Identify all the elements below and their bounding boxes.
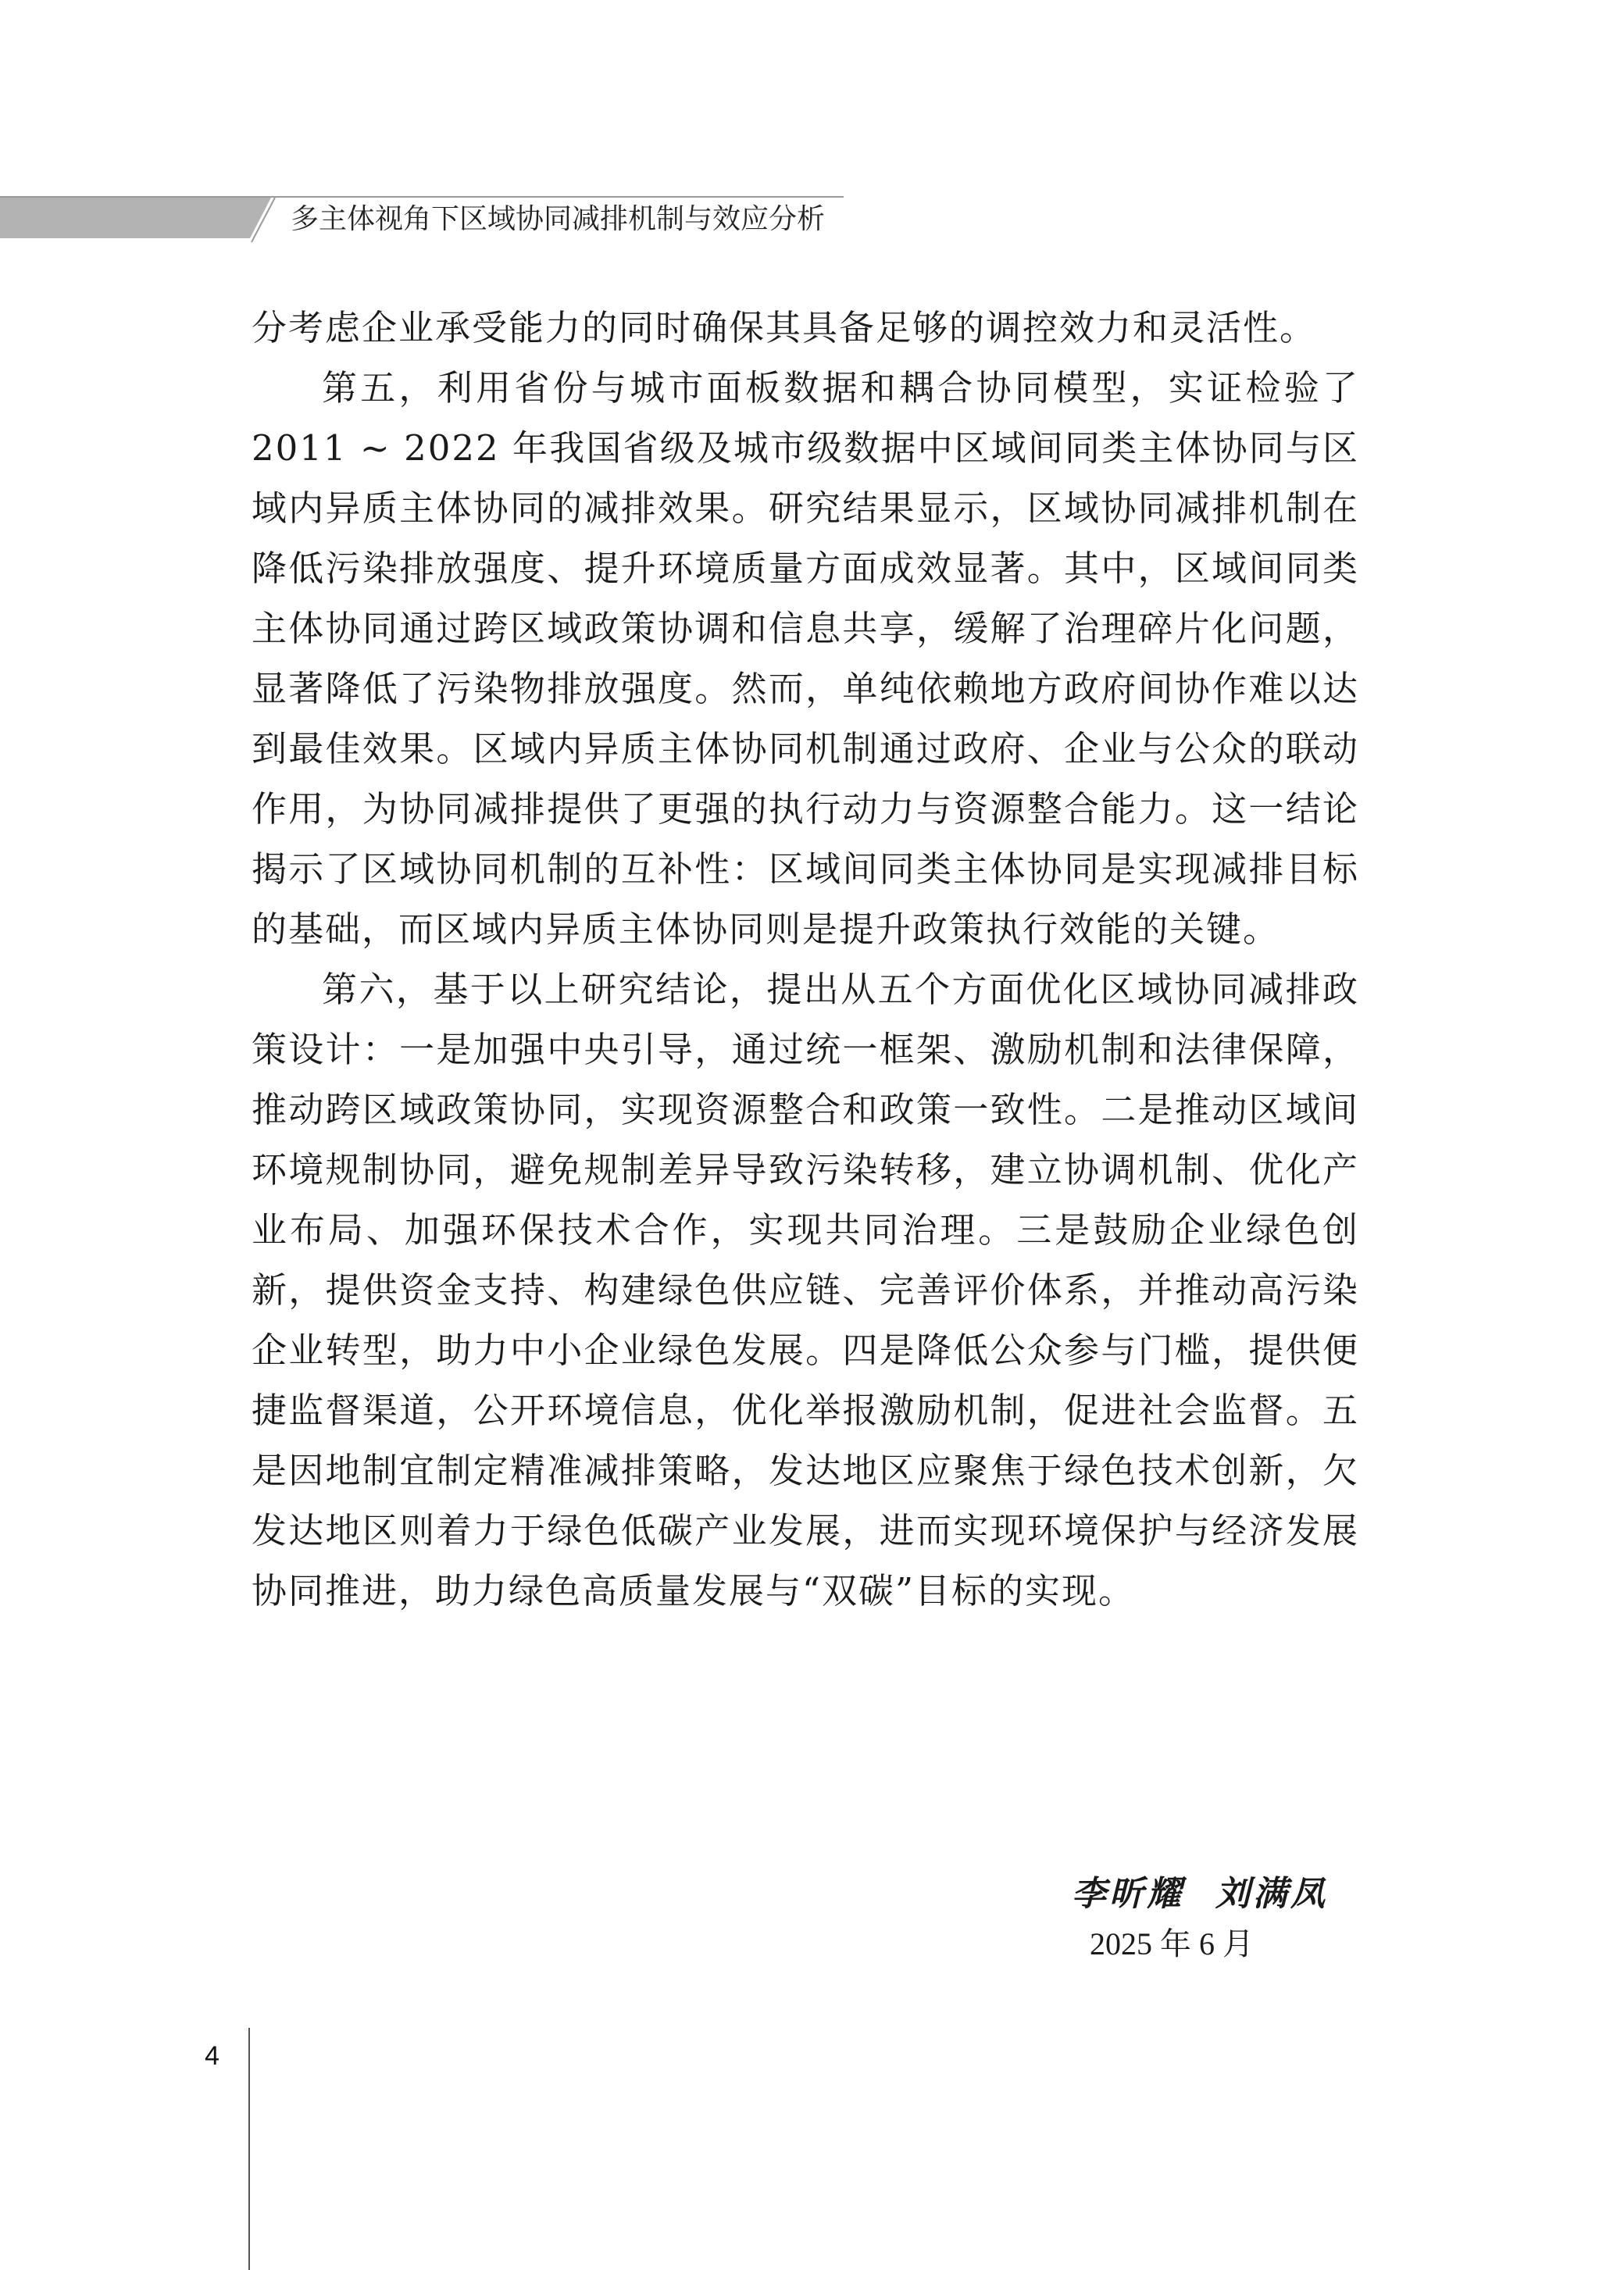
page-number: 4 [205,2041,220,2071]
signature-block [1000,1869,1328,1968]
author-name-1: 李昕耀 [1072,1874,1184,1914]
running-header-title: 多主体视角下区域协同减排机制与效应分析 [291,203,826,235]
paragraph-continued: 分考虑企业承受能力的同时确保其具备足够的调控效力和灵活性。 [252,307,1317,348]
paragraph-fifth: 第五，利用省份与城市面板数据和耦合协同模型，实证检验了 2011 ~ 2022 年我国省级及城市级数据中区域间同类主体协同与区域内异质主体协同的减排效果。研究结果显示，区域协同减排机制在降低污染排放强度、提升环境质量方面成效显著。其中，区域间同类主体协同通过跨区域政策协调和信息共享，缓解了治理碎片化问题，显著降低了污染物排放强度。然而，单纯依赖地方政府间协作难以达到最佳效果。区域内异质主体协同机制通过政府、企业与公众的联动作用，为协同减排提供了更强的执行动力与资源整合能力。这一结论揭示了区域协同机制的互补性：区域间同类主体协同是实现减排目标的基础，而区域内异质主体协同则是提升政策执行效能的关键。 [252,367,1359,950]
author-name-2: 刘满凤 [1215,1874,1328,1914]
author-names [1000,1869,1328,1919]
paragraph-sixth: 第六，基于以上研究结论，提出从五个方面优化区域协同减排政策设计：一是加强中央引导，通过统一框架、激励机制和法律保障，推动跨区域政策协同，实现资源整合和政策一致性。二是推动区域间环境规制协同，避免规制差异导致污染转移，建立协调机制、优化产业布局、加强环保技术合作，实现共同治理。三是鼓励企业绿色创新，提供资金支持、构建绿色供应链、完善评价体系，并推动高污染企业转型，助力中小企业绿色发展。四是降低公众参与门槛，提供便捷监督渠道，公开环境信息，优化举报激励机制，促进社会监督。五是因地制宜制定精准减排策略，发达地区应聚焦于绿色技术创新，欠发达地区则着力于绿色低碳产业发展，进而实现环境保护与经济发展协同推进，助力绿色高质量发展与“双碳”目标的实现。 [252,969,1359,1611]
page-margin-rule [248,2028,250,2270]
body-text [252,298,1359,1621]
signature-date: 2025 年 6 月 [1090,1926,1254,1961]
